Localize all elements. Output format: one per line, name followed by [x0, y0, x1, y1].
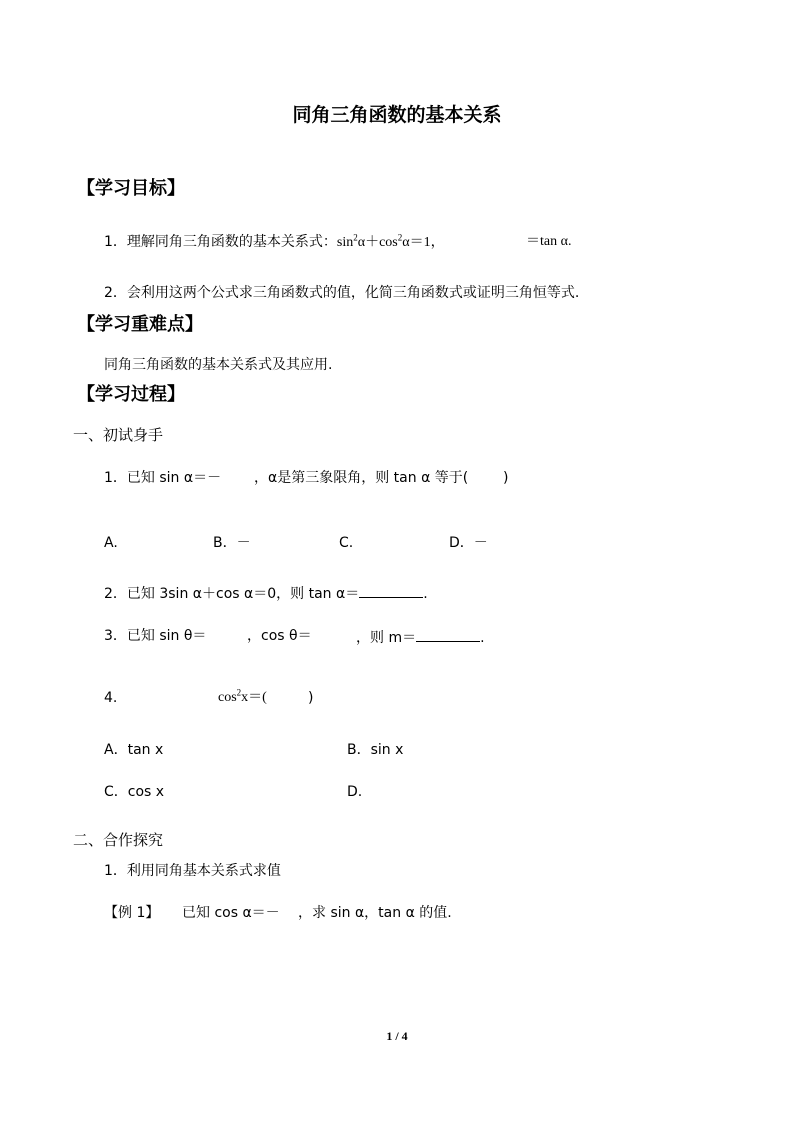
part-1-title: 一、初试身手: [73, 426, 164, 444]
goal-item-2: 2．会利用这两个公式求三角函数式的值，化简三角函数式或证明三角恒等式.: [104, 285, 580, 301]
section-heading-process: 【学习过程】: [77, 384, 185, 405]
question-1-option-c: C.: [339, 535, 354, 551]
question-3-part-c: ，则 m＝ .: [356, 630, 485, 646]
answer-blank[interactable]: [416, 629, 480, 642]
example-1-text-a: 已知 cos α＝－: [182, 905, 280, 921]
page-number: 1 / 4: [386, 1029, 408, 1043]
goal-item-1-formula: $\sin^2\alpha+\cos^2\alpha=1$，: [336, 232, 445, 250]
question-1-option-d: D．－: [449, 535, 488, 551]
key-points-content: 同角三角函数的基本关系式及其应用.: [104, 357, 333, 373]
question-1-option-b: B．－: [213, 535, 251, 551]
question-4-close-paren: ): [308, 690, 314, 706]
example-1-text-b: ，求 sin α，tan α 的值.: [298, 905, 452, 921]
question-3-part-b: ，cos θ＝: [247, 628, 312, 644]
section-heading-key-points: 【学习重难点】: [77, 314, 203, 335]
page-title: 同角三角函数的基本关系: [292, 104, 502, 126]
question-3-part-a: 3．已知 sin θ＝: [104, 628, 207, 644]
question-2: 2．已知 3sin α＋cos α＝0，则 tan α＝ .: [104, 586, 428, 602]
question-4-option-a: A．tan x: [104, 742, 164, 758]
section-heading-goals: 【学习目标】: [77, 178, 185, 199]
question-4-label: 4.: [104, 690, 118, 706]
goal-item-1: [104, 232, 445, 250]
question-4-expression: $\cos^2x=$(: [218, 687, 267, 705]
question-1-part-a: 1．已知 sin α＝－: [104, 470, 222, 486]
part-2-subsection-1: 1．利用同角基本关系式求值: [104, 863, 281, 879]
question-4-option-c: C．cos x: [104, 784, 165, 800]
question-1-close-paren: ): [503, 470, 509, 486]
question-1-option-a: A.: [104, 535, 118, 551]
question-1-part-b: ，α是第三象限角，则 tan α 等于(: [254, 470, 469, 486]
question-3-text: ，则 m＝: [356, 630, 417, 646]
question-2-text: 2．已知 3sin α＋cos α＝0，则 tan α＝: [104, 586, 360, 602]
goal-item-1-text: 1．理解同角三角函数的基本关系式：: [104, 234, 337, 250]
part-2-title: 二、合作探究: [73, 831, 164, 849]
example-1-label: 【例 1】: [104, 905, 160, 921]
question-4-option-d: D.: [347, 784, 363, 800]
question-4-option-b: B．sin x: [347, 742, 404, 758]
answer-blank[interactable]: [359, 585, 423, 598]
goal-item-1-tan-formula: ＝tan α.: [526, 234, 572, 249]
